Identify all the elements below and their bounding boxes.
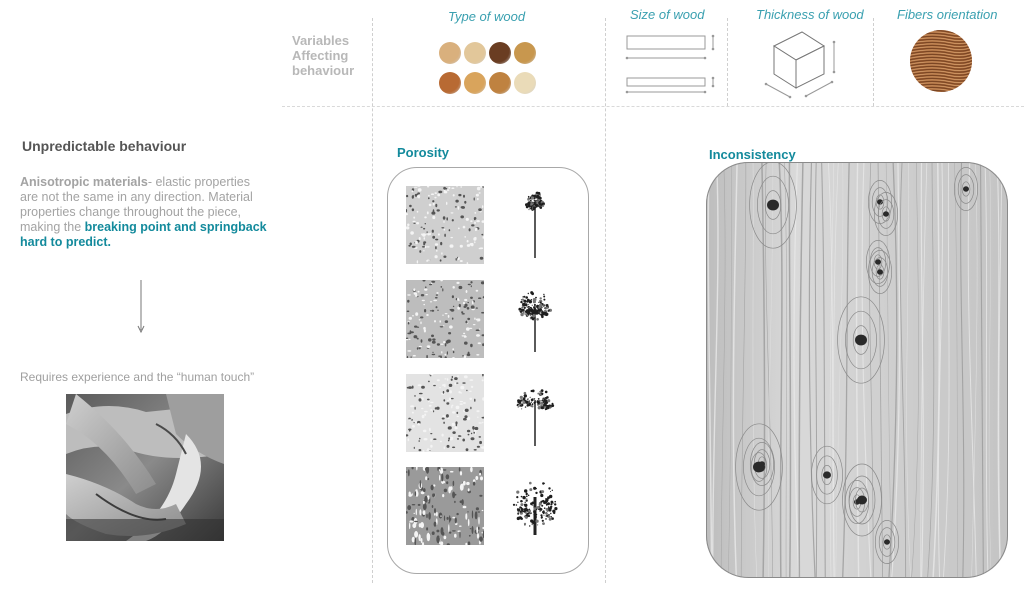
anisotropic-highlight: breaking point and springback hard to predict. xyxy=(20,220,267,249)
tree-icon xyxy=(505,186,565,264)
variables-label-line-3: behaviour xyxy=(292,63,355,78)
size-of-wood-title: Size of wood xyxy=(630,7,705,22)
unpredictable-behaviour-title: Unpredictable behaviour xyxy=(22,138,187,154)
tree-icon xyxy=(505,374,565,452)
inconsistency-title: Inconsistency xyxy=(709,147,796,162)
tree-icon xyxy=(505,280,565,358)
porosity-texture xyxy=(406,467,484,545)
wood-swatch xyxy=(464,72,486,94)
wood-grain-panel xyxy=(706,162,1008,578)
wood-swatch xyxy=(439,42,461,64)
anisotropic-rest: - elastic properties are not the same in any direction. Material properties change throughout the piece, making the xyxy=(20,175,253,234)
divider-vertical-4 xyxy=(873,18,874,106)
wood-swatch xyxy=(514,42,536,64)
wood-swatch xyxy=(464,42,486,64)
human-touch-caption: Requires experience and the “human touch” xyxy=(20,370,255,384)
porosity-title: Porosity xyxy=(397,145,450,160)
porosity-texture xyxy=(406,374,484,452)
porosity-texture xyxy=(406,186,484,264)
divider-vertical-2 xyxy=(605,18,606,583)
wood-swatch xyxy=(489,72,511,94)
fibers-orientation-title: Fibers orientation xyxy=(897,7,998,22)
down-arrow-icon xyxy=(135,280,147,336)
wood-swatch xyxy=(514,72,536,94)
variables-label-line-1: Variables xyxy=(292,33,350,48)
thickness-of-wood-title: Thickness of wood xyxy=(756,7,864,22)
variables-label-line-2: Affecting xyxy=(292,48,349,63)
divider-vertical-3 xyxy=(727,18,728,106)
anisotropic-description xyxy=(20,175,270,250)
tree-icon xyxy=(505,467,565,545)
porosity-texture xyxy=(406,280,484,358)
type-of-wood-title: Type of wood xyxy=(448,9,526,24)
hands-bending-wood-photo xyxy=(66,394,224,541)
divider-horizontal xyxy=(282,106,1024,107)
anisotropic-lead: Anisotropic materials xyxy=(20,175,148,189)
fibers-orientation-icon xyxy=(909,29,973,93)
wood-swatch xyxy=(439,72,461,94)
size-of-wood-icon xyxy=(622,30,722,98)
variables-label xyxy=(292,33,354,78)
cube-icon xyxy=(762,28,847,100)
wood-swatch xyxy=(489,42,511,64)
divider-vertical-1 xyxy=(372,18,373,583)
